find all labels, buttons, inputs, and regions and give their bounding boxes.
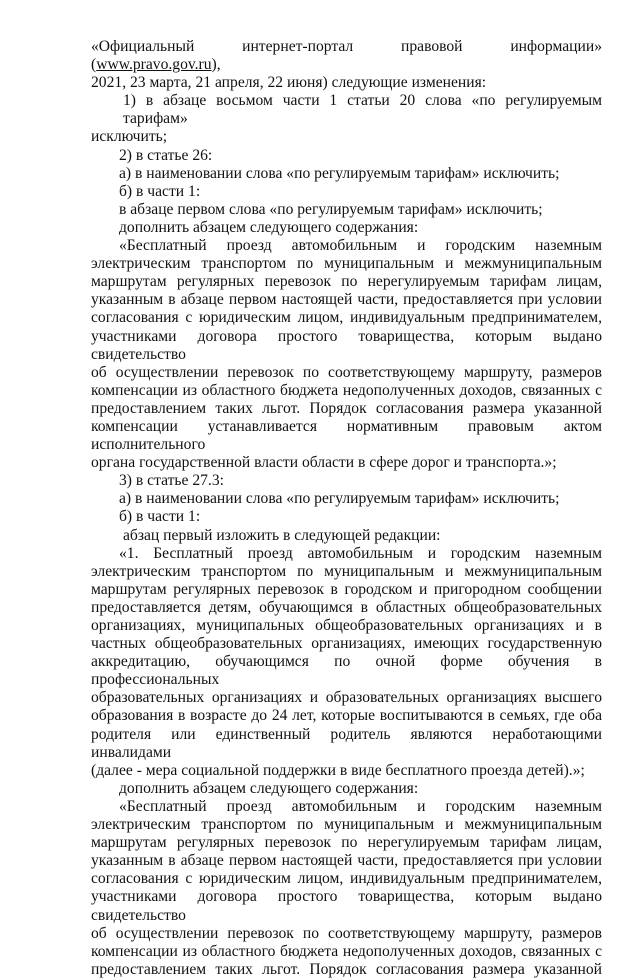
text-line: организациях, муниципальных общеобразовательных организациях и в xyxy=(91,617,602,634)
text-line: компенсации из областного бюджета недополученных доходов, связанных с xyxy=(91,381,602,399)
text-line: об осуществлении перевозок по соответствующему маршруту, размеров xyxy=(91,363,602,381)
text-line: указанным в абзаце первом настоящей части, предоставляется при условии xyxy=(91,852,602,870)
text-line: маршрутам регулярных перевозок по нерегулируемым тарифам лицам, xyxy=(91,273,602,291)
text-line: электрическим транспортом по муниципальным и межмуниципальным xyxy=(91,562,602,580)
text-line: компенсации из областного бюджета недополученных доходов, связанных с xyxy=(91,942,602,960)
text-line: дополнить абзацем следующего содержания: xyxy=(119,218,419,236)
text-line: об осуществлении перевозок по соответствующему маршруту, размеров xyxy=(91,924,602,942)
text-line: 2) в статье 26: xyxy=(119,146,213,164)
text-line: частных общеобразовательных организациях, имеющих государственную xyxy=(91,635,602,653)
text-line: исключить; xyxy=(91,128,168,146)
text-line: согласования с юридическим лицом, индивидуальным предпринимателем, xyxy=(91,870,602,888)
pravo-link[interactable]: www.pravo.gov.ru xyxy=(96,56,212,74)
text-segment: «Официальный интернет-портал правовой информации» ( xyxy=(91,38,602,74)
text-line: 1) в абзаце восьмом части 1 статьи 20 слова «по регулируемым тарифам» xyxy=(123,92,602,128)
text-line: (далее - мера социальной поддержки в виде бесплатного проезда детей).»; xyxy=(91,761,585,779)
text-line: 2021, 23 марта, 21 апреля, 22 июня) следующие изменения: xyxy=(91,74,487,92)
text-line: указанным в абзаце первом настоящей части, предоставляется при условии xyxy=(91,291,602,309)
text-line: маршрутам регулярных перевозок в городском и пригородном сообщении xyxy=(91,580,602,598)
text-line: органа государственной власти области в сфере дорог и транспорта.»; xyxy=(91,454,557,472)
text-line: б) в части 1: xyxy=(119,182,201,200)
text-line: предоставлением таких льгот. Порядок согласования размера указанной xyxy=(91,960,602,978)
text-line: б) в части 1: xyxy=(119,508,201,526)
text-line: предоставляется детям, обучающимся в областных общеобразовательных xyxy=(91,598,602,616)
text-line: а) в наименовании слова «по регулируемым тарифам» исключить; xyxy=(119,164,560,182)
text-line: электрическим транспортом по муниципальным и межмуниципальным xyxy=(91,816,602,834)
text-line: согласования с юридическим лицом, индивидуальным предпринимателем, xyxy=(91,309,602,327)
text-line: «1. Бесплатный проезд автомобильным и городским наземным xyxy=(119,544,602,562)
text-line: участниками договора простого товарищества, которым выдано свидетельство xyxy=(91,888,602,924)
text-line: аккредитацию, обучающимся по очной форме обучения в профессиональных xyxy=(91,653,602,689)
text-line xyxy=(91,38,602,74)
text-line: компенсации устанавливается нормативным правовым актом исполнительного xyxy=(91,417,602,454)
text-line: участниками договора простого товарищества, которым выдано свидетельство xyxy=(91,327,602,363)
text-line: «Бесплатный проезд автомобильным и городским наземным xyxy=(119,237,602,255)
text-line: образовательных организациях и образовательных организациях высшего xyxy=(91,689,602,707)
text-line: «Бесплатный проезд автомобильным и городским наземным xyxy=(119,797,602,815)
text-line: дополнить абзацем следующего содержания: xyxy=(119,779,419,797)
text-line: образования в возрасте до 24 лет, которые воспитываются в семьях, где оба xyxy=(91,707,602,725)
text-line: в абзаце первом слова «по регулируемым тарифам» исключить; xyxy=(119,200,543,218)
text-line: а) в наименовании слова «по регулируемым тарифам» исключить; xyxy=(119,490,560,508)
text-line: электрическим транспортом по муниципальным и межмуниципальным xyxy=(91,255,602,273)
text-line: 3) в статье 27.3: xyxy=(119,472,224,490)
text-line: родителя или единственный родитель являются неработающими инвалидами xyxy=(91,725,602,761)
text-line: предоставлением таких льгот. Порядок согласования размера указанной xyxy=(91,399,602,417)
text-line: абзац первый изложить в следующей редакции: xyxy=(123,526,441,544)
text-line: маршрутам регулярных перевозок по нерегулируемым тарифам лицам, xyxy=(91,834,602,852)
text-segment: ), xyxy=(211,56,221,74)
